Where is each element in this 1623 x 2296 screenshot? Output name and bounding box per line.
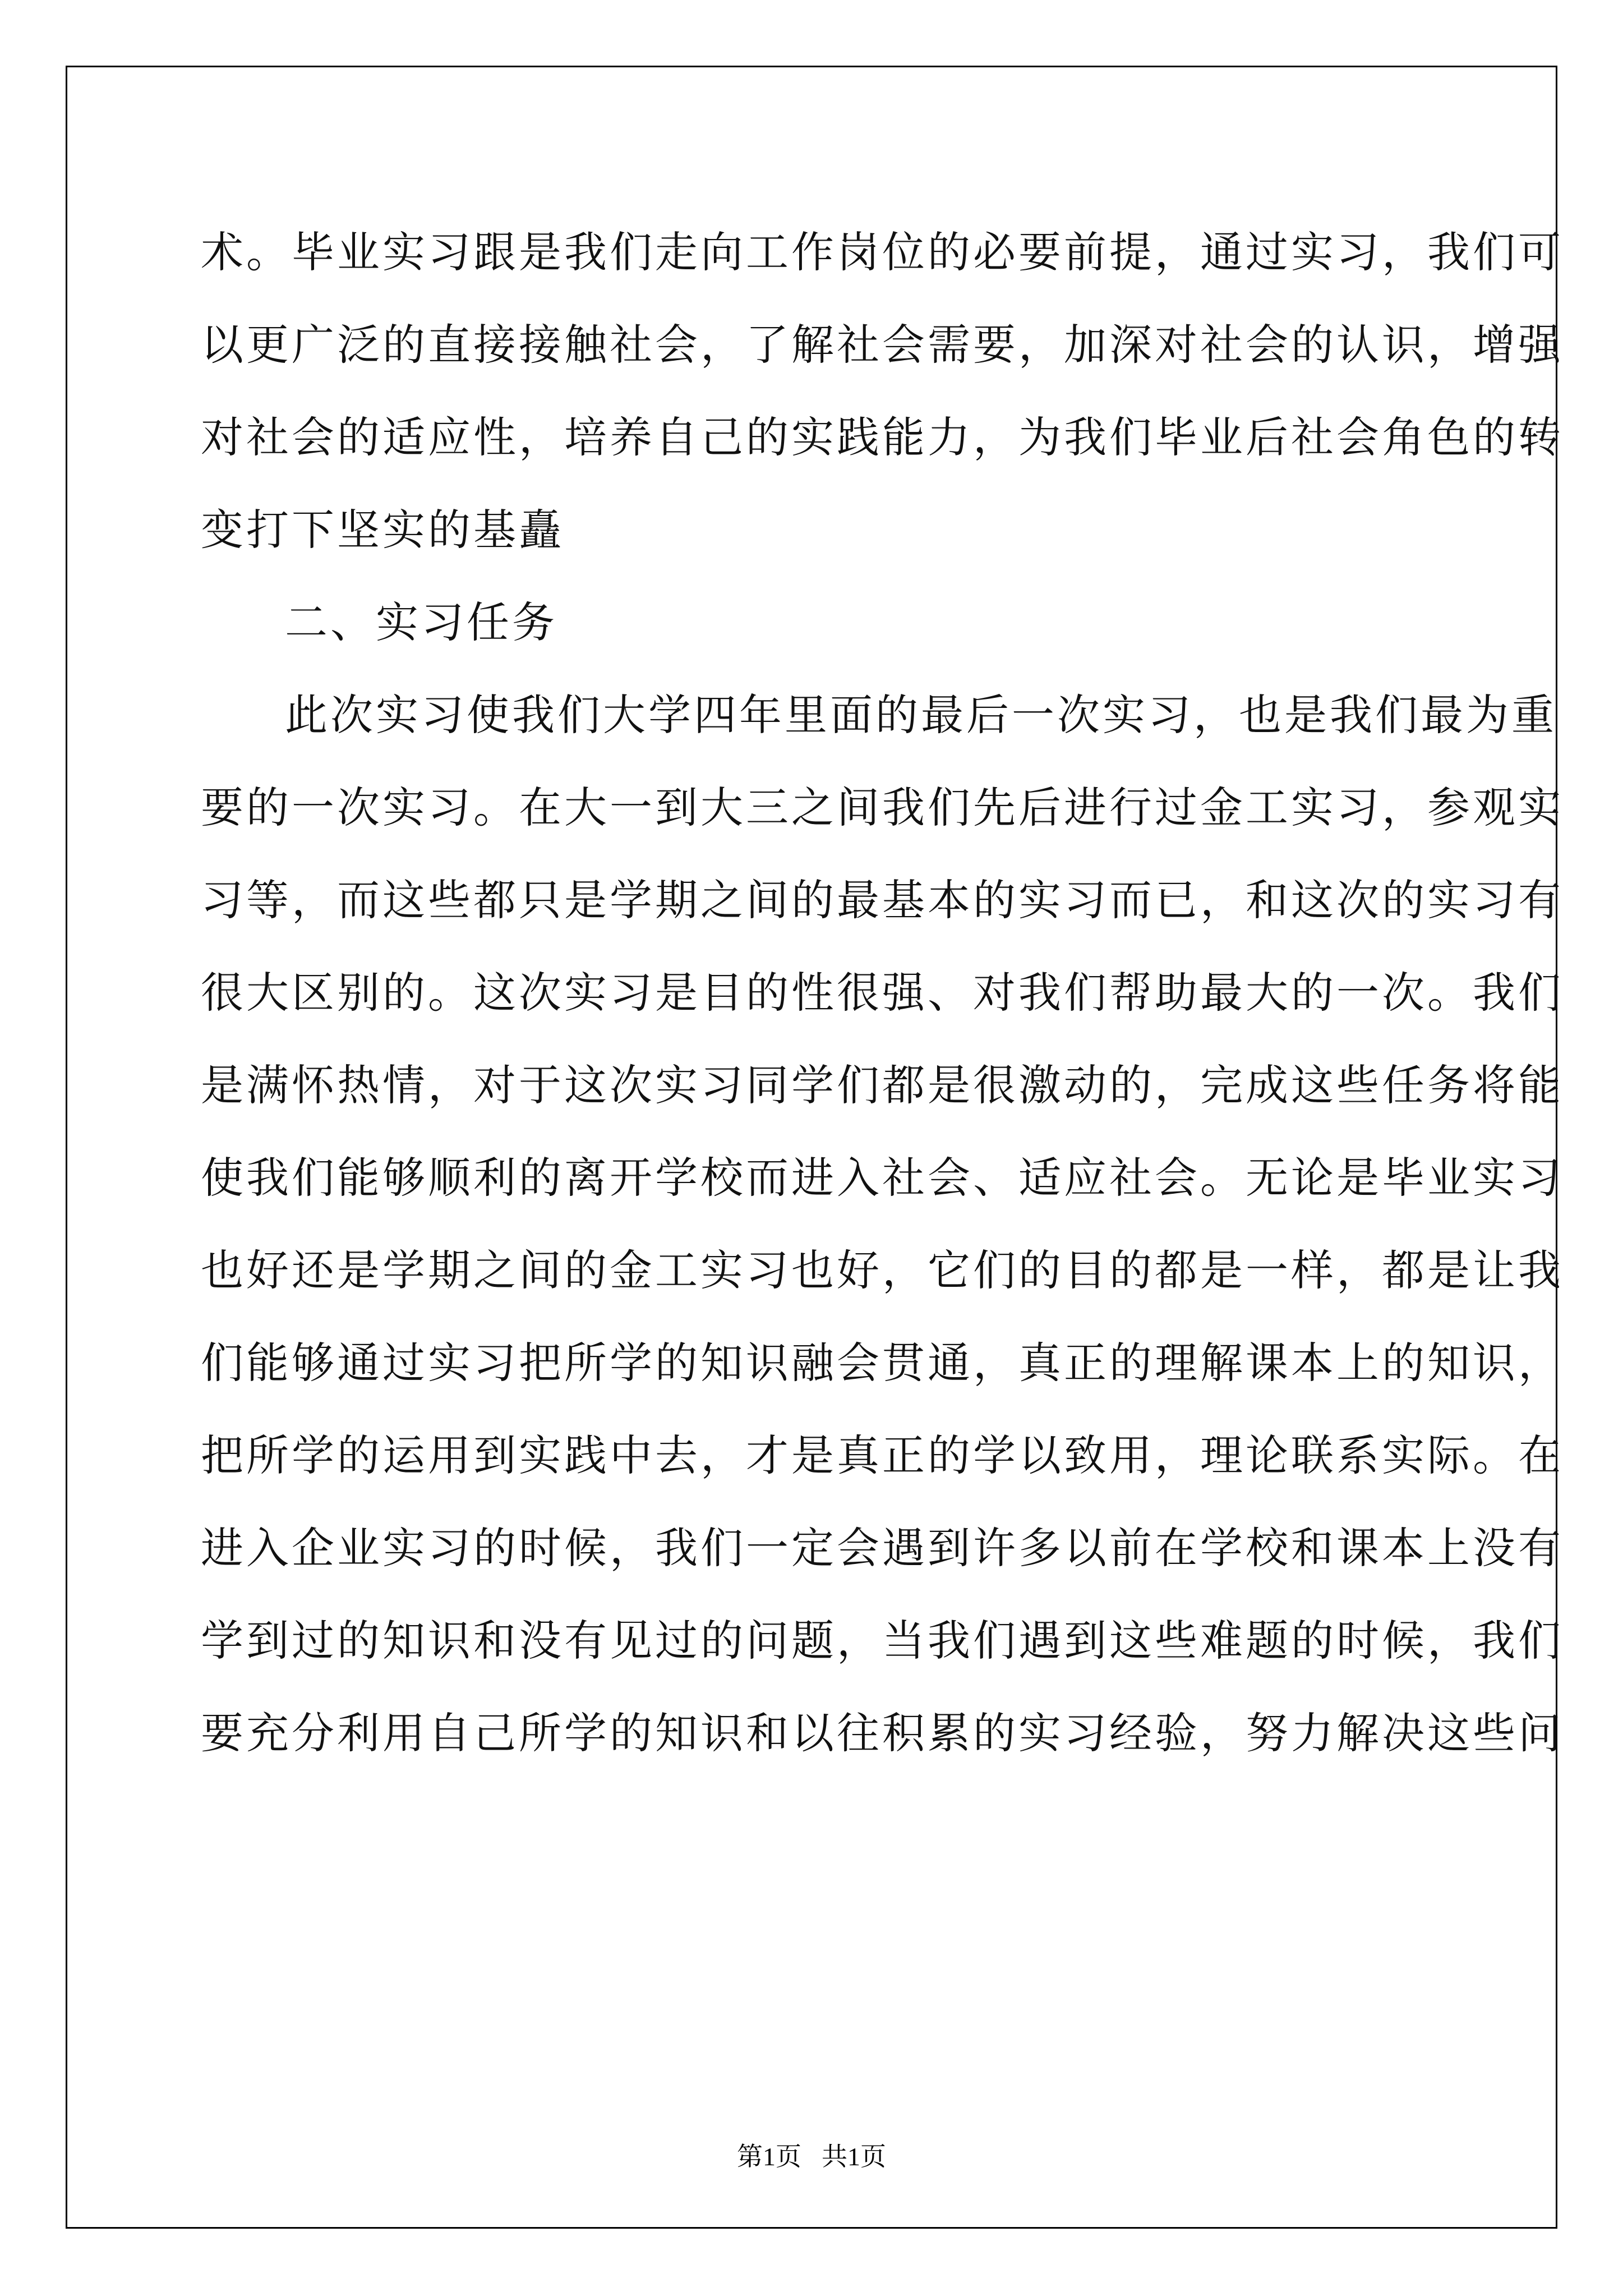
text-line: 术。毕业实习跟是我们走向工作岗位的必要前提，通过实习，我们可 [201, 227, 1564, 277]
section-heading: 二、实习任务 [285, 597, 557, 647]
text-line: 对社会的适应性，培养自己的实践能力，为我们毕业后社会角色的转 [201, 412, 1564, 462]
page-footer [0, 2136, 1623, 2173]
text-line: 使我们能够顺利的离开学校而进入社会、适应社会。无论是毕业实习 [201, 1153, 1564, 1203]
page-number: 第1页 [737, 2142, 801, 2171]
text-line: 进入企业实习的时候，我们一定会遇到许多以前在学校和课本上没有 [201, 1523, 1564, 1573]
paragraph-start-line: 此次实习使我们大学四年里面的最后一次实习，也是我们最为重 [285, 690, 1557, 740]
text-line: 要充分利用自己所学的知识和以往积累的实习经验，努力解决这些问 [201, 1708, 1564, 1758]
text-line: 学到过的知识和没有见过的问题，当我们遇到这些难题的时候，我们 [201, 1616, 1564, 1665]
text-line: 是满怀热情，对于这次实习同学们都是很激动的，完成这些任务将能 [201, 1060, 1564, 1110]
page-total: 共1页 [822, 2142, 886, 2171]
text-line: 也好还是学期之间的金工实习也好，它们的目的都是一样，都是让我 [201, 1245, 1564, 1295]
text-line: 习等，而这些都只是学期之间的最基本的实习而已，和这次的实习有 [201, 875, 1564, 925]
document-body [201, 222, 1564, 1795]
text-line: 以更广泛的直接接触社会，了解社会需要，加深对社会的认识，增强 [201, 320, 1564, 370]
text-line: 要的一次实习。在大一到大三之间我们先后进行过金工实习，参观实 [201, 783, 1564, 832]
text-line: 们能够通过实习把所学的知识融会贯通，真正的理解课本上的知识， [201, 1338, 1564, 1388]
text-line: 把所学的运用到实践中去，才是真正的学以致用，理论联系实际。在 [201, 1430, 1564, 1480]
text-line: 变打下坚实的基矗 [201, 505, 564, 555]
text-line: 很大区别的。这次实习是目的性很强、对我们帮助最大的一次。我们 [201, 968, 1564, 1018]
